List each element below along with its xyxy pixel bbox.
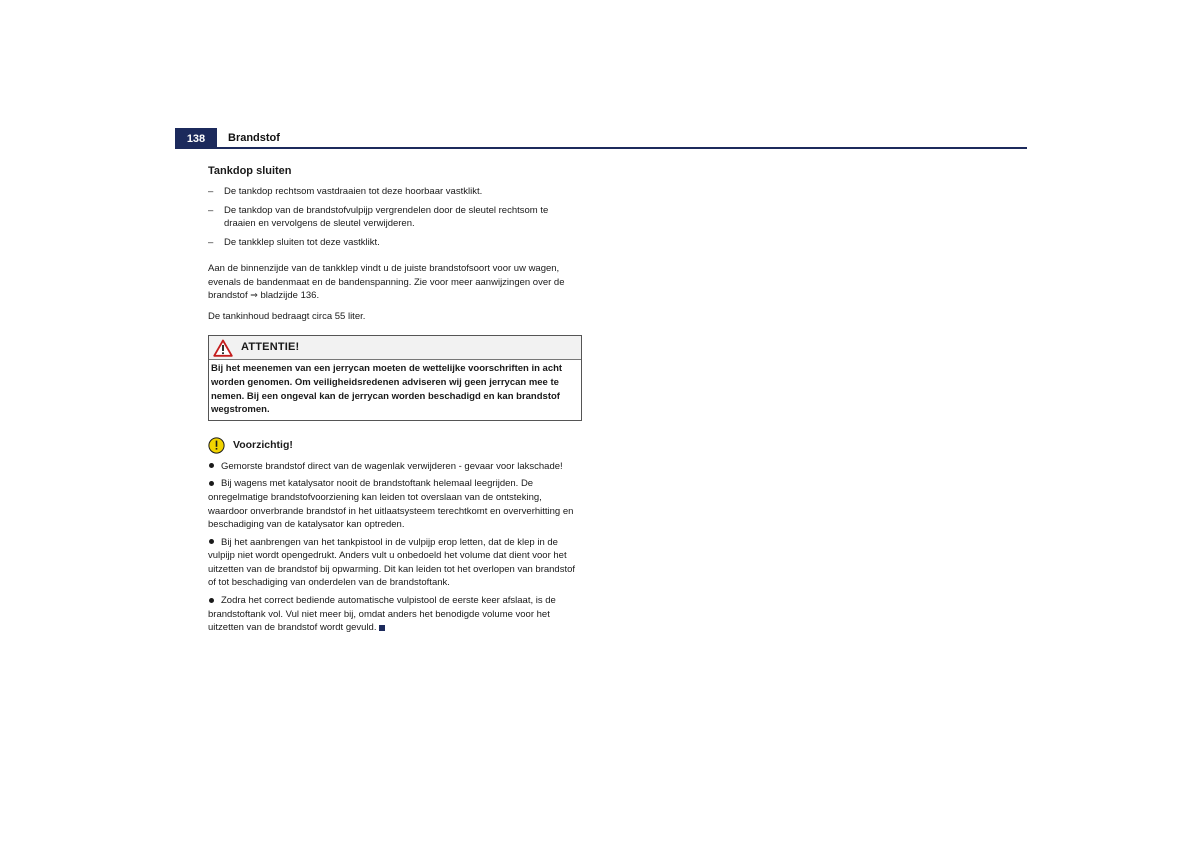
- caution-text: Bij het aanbrengen van het tankpistool in de vulpijp erop letten, dat de klep in de vulpijp niet wordt opengedrukt. Anders vult u onbedoeld het volume dat dient voor het uitzetten van de brandstof bij opwarming. Dit kan leiden tot het overlopen van brandstof of tot beschadiging van onderdelen van de brandstoftank.: [208, 536, 576, 589]
- list-item: [208, 236, 582, 250]
- step-text: De tankklep sluiten tot deze vastklikt.: [224, 237, 380, 249]
- section-title: Brandstof: [228, 132, 280, 144]
- dash-marker: –: [208, 237, 214, 249]
- dash-marker: –: [208, 185, 214, 197]
- tankdop-heading: Tankdop sluiten: [208, 165, 292, 177]
- content-column: [208, 165, 582, 635]
- bullet-icon: [209, 539, 214, 544]
- caution-title: Voorzichtig!: [233, 438, 293, 451]
- exclamation-circle-icon: [208, 437, 225, 454]
- capacity-paragraph: De tankinhoud bedraagt circa 55 liter.: [208, 310, 366, 322]
- caution-item: [208, 477, 582, 531]
- end-of-section-icon: [379, 625, 385, 631]
- header-rule: [217, 147, 1027, 149]
- warning-triangle-icon: [213, 339, 233, 357]
- list-item: [208, 185, 582, 199]
- warning-box: [208, 335, 582, 420]
- warning-body: Bij het meenemen van een jerrycan moeten de wettelijke voorschriften in acht worden genomen. Om veiligheidsredenen adviseren wij geen jerrycan mee te nemen. Bij een ongeval kan de jerrycan worden beschadigd en kan brandstof wegstromen.: [211, 363, 563, 416]
- step-text: De tankdop rechtsom vastdraaien tot deze hoorbaar vastklikt.: [224, 185, 483, 197]
- page-reference-link[interactable]: bladzijde 136.: [260, 290, 320, 302]
- info-text: Aan de binnenzijde van de tankklep vindt u de juiste brandstofsoort voor uw wagen, evenals de bandenmaat en de bandenspanning. Zie voor meer aanwijzingen over de brandstof: [208, 262, 565, 302]
- dash-marker: –: [208, 204, 214, 216]
- bullet-icon: [209, 598, 214, 603]
- steps-list: [208, 185, 582, 250]
- step-text: De tankdop van de brandstofvulpijp vergrendelen door de sleutel rechtsom te draaien en vervolgens de sleutel verwijderen.: [224, 204, 549, 230]
- caution-text: Gemorste brandstof direct van de wagenlak verwijderen - gevaar voor lakschade!: [221, 460, 563, 472]
- warning-title: ATTENTIE!: [241, 341, 300, 354]
- caution-header: [208, 436, 582, 456]
- bullet-icon: [209, 481, 214, 486]
- caution-text: Zodra het correct bediende automatische vulpistool de eerste keer afslaat, is de brandstoftank vol. Vul niet meer bij, omdat anders het benodigde volume voor het uitzetten van de brandstof wordt gevuld.: [208, 595, 556, 634]
- list-item: [208, 204, 582, 231]
- page-header: [175, 128, 1027, 150]
- caution-text: Bij wagens met katalysator nooit de brandstoftank helemaal leegrijden. De onregelmatige brandstofvoorziening kan leiden tot overslaan van de ontsteking, waardoor onverbrande brandstof in het uitlaatsysteem terechtkomt en oververhitting en beschadiging van de katalysator kan optreden.: [208, 478, 574, 531]
- page-number: 138: [175, 128, 217, 149]
- caution-item: [208, 594, 582, 635]
- bullet-icon: [209, 463, 214, 468]
- caution-item: [208, 460, 582, 474]
- info-paragraph: [208, 262, 582, 304]
- warning-header: [209, 336, 581, 360]
- reference-arrow-icon: ⇒: [250, 291, 258, 302]
- caution-item: [208, 536, 582, 590]
